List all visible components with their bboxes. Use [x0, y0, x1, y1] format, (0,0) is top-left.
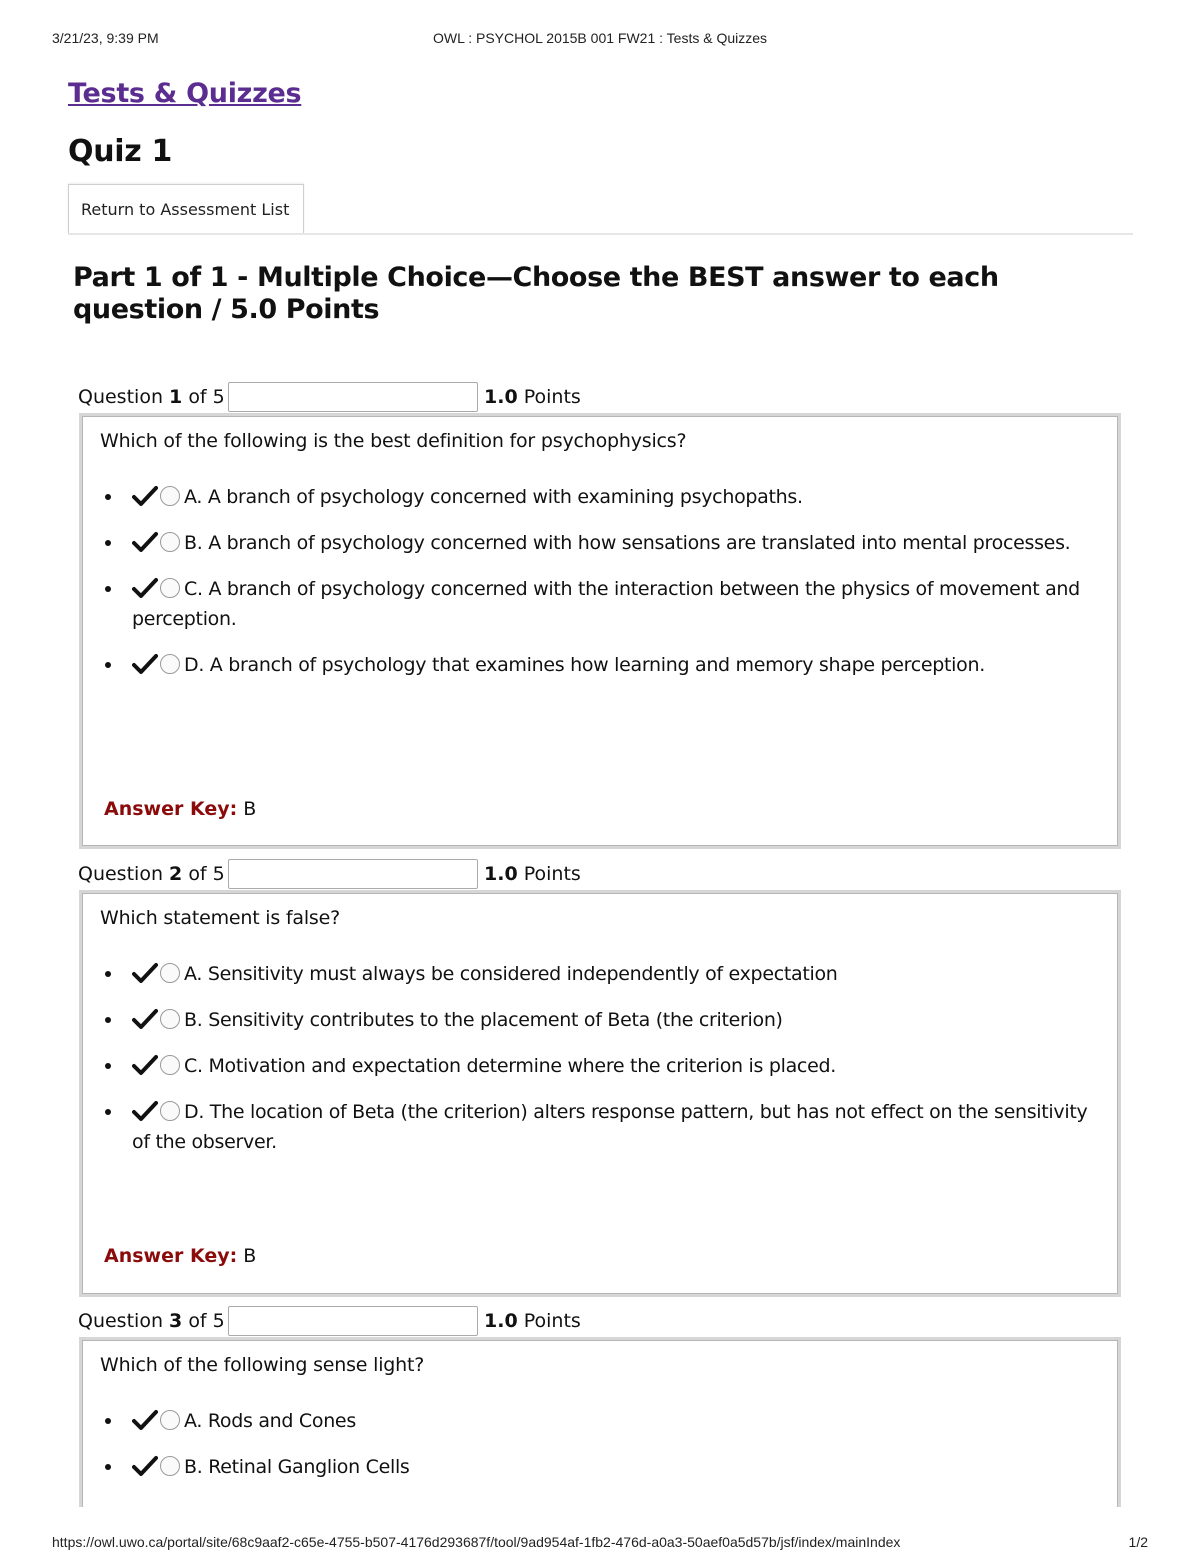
bullet-icon	[105, 1017, 111, 1023]
checkmark-icon	[132, 1008, 158, 1030]
checkmark-icon	[132, 1455, 158, 1477]
print-page-title: OWL : PSYCHOL 2015B 001 FW21 : Tests & Quizzes	[432, 30, 768, 46]
answer-choices-list	[102, 482, 1092, 696]
question-score-input[interactable]	[228, 859, 478, 889]
bullet-icon	[105, 586, 111, 592]
bullet-icon	[105, 1063, 111, 1069]
question-header	[78, 1305, 581, 1337]
question-box	[79, 890, 1121, 1297]
question-points: 1.0 Points	[484, 863, 581, 885]
answer-choices-list	[102, 959, 1092, 1173]
print-url: https://owl.uwo.ca/portal/site/68c9aaf2-c65e-4755-b507-4176d293687f/tool/9ad954af-1fb2-476d-a0a3-50aef0a5d57b/jsf/index/mainIndex	[52, 1534, 901, 1550]
radio-button[interactable]	[160, 578, 180, 598]
question-score-input[interactable]	[228, 1306, 478, 1336]
print-footer	[0, 1534, 1200, 1554]
checkmark-icon	[132, 1100, 158, 1122]
bullet-icon	[105, 540, 111, 546]
answer-choice-b: B. A branch of psychology concerned with how sensations are translated into mental processes.	[102, 528, 1092, 558]
bullet-icon	[105, 1418, 111, 1424]
answer-choice-c: C. A branch of psychology concerned with the interaction between the physics of movement and perception.	[102, 574, 1092, 634]
question-header	[78, 858, 581, 890]
answer-choice-b: B. Sensitivity contributes to the placement of Beta (the criterion)	[102, 1005, 1092, 1035]
radio-button[interactable]	[160, 1055, 180, 1075]
page-title: Quiz 1	[68, 134, 173, 169]
answer-choice-d: D. The location of Beta (the criterion) alters response pattern, but has not effect on the sensitivity of the observer.	[102, 1097, 1092, 1157]
question-text: Which statement is false?	[100, 907, 340, 929]
question-header	[78, 381, 581, 413]
return-to-assessment-list-button[interactable]: Return to Assessment List	[68, 184, 304, 234]
checkmark-icon	[132, 1409, 158, 1431]
radio-button[interactable]	[160, 486, 180, 506]
answer-key: Answer Key: B	[104, 798, 257, 820]
print-datetime: 3/21/23, 9:39 PM	[52, 30, 159, 46]
radio-button[interactable]	[160, 532, 180, 552]
answer-choices-list	[102, 1406, 1092, 1498]
part-heading: Part 1 of 1 - Multiple Choice—Choose the BEST answer to each question / 5.0 Points	[73, 262, 999, 325]
print-page-number: 1/2	[1128, 1534, 1148, 1550]
radio-button[interactable]	[160, 1410, 180, 1430]
answer-key: Answer Key: B	[104, 1245, 257, 1267]
checkmark-icon	[132, 962, 158, 984]
question-points: 1.0 Points	[484, 386, 581, 408]
answer-choice-a: A. A branch of psychology concerned with examining psychopaths.	[102, 482, 1092, 512]
question-box	[79, 1337, 1121, 1507]
bullet-icon	[105, 1464, 111, 1470]
answer-choice-a: A. Rods and Cones	[102, 1406, 1092, 1436]
question-text: Which of the following sense light?	[100, 1354, 425, 1376]
print-header	[0, 30, 1200, 50]
answer-choice-a: A. Sensitivity must always be considered independently of expectation	[102, 959, 1092, 989]
bullet-icon	[105, 1109, 111, 1115]
question-label: Question 1 of 5	[78, 386, 225, 408]
radio-button[interactable]	[160, 1009, 180, 1029]
question-box	[79, 413, 1121, 849]
breadcrumb-tests-quizzes-link[interactable]: Tests & Quizzes	[68, 78, 302, 109]
radio-button[interactable]	[160, 1101, 180, 1121]
radio-button[interactable]	[160, 963, 180, 983]
question-score-input[interactable]	[228, 382, 478, 412]
bullet-icon	[105, 662, 111, 668]
checkmark-icon	[132, 577, 158, 599]
bullet-icon	[105, 971, 111, 977]
answer-choice-d: D. A branch of psychology that examines how learning and memory shape perception.	[102, 650, 1092, 680]
answer-choice-c: C. Motivation and expectation determine where the criterion is placed.	[102, 1051, 1092, 1081]
question-label: Question 3 of 5	[78, 1310, 225, 1332]
question-text: Which of the following is the best definition for psychophysics?	[100, 430, 687, 452]
radio-button[interactable]	[160, 654, 180, 674]
checkmark-icon	[132, 531, 158, 553]
question-label: Question 2 of 5	[78, 863, 225, 885]
checkmark-icon	[132, 1054, 158, 1076]
checkmark-icon	[132, 485, 158, 507]
question-points: 1.0 Points	[484, 1310, 581, 1332]
radio-button[interactable]	[160, 1456, 180, 1476]
checkmark-icon	[132, 653, 158, 675]
tab-divider	[68, 233, 1133, 235]
answer-choice-b: B. Retinal Ganglion Cells	[102, 1452, 1092, 1482]
bullet-icon	[105, 494, 111, 500]
